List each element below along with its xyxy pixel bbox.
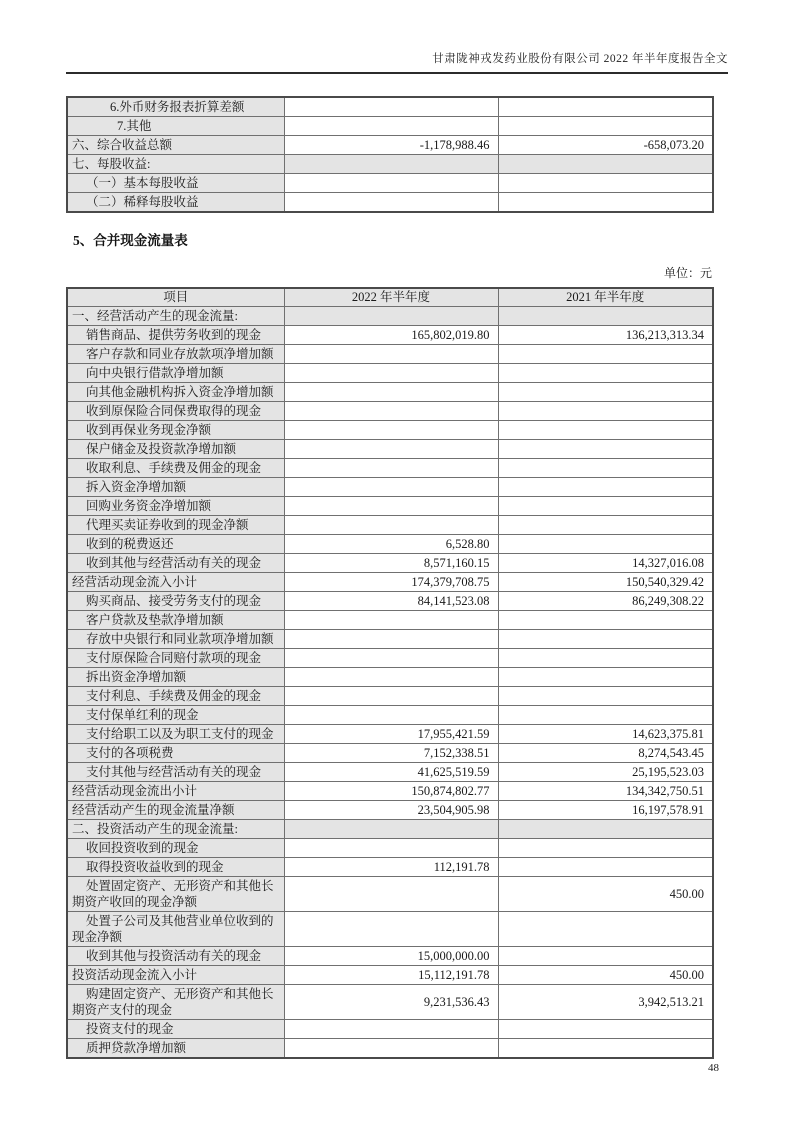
row-label: 投资支付的现金	[67, 1019, 284, 1038]
table-row	[67, 382, 713, 401]
value-cell	[284, 174, 498, 193]
value-cell	[284, 686, 498, 705]
row-label: 支付原保险合同赔付款项的现金	[67, 648, 284, 667]
value-cell	[498, 155, 713, 174]
table-row	[67, 363, 713, 382]
table-row	[67, 477, 713, 496]
row-label: 收到再保业务现金净额	[67, 420, 284, 439]
value-cell	[498, 382, 713, 401]
value-cell	[498, 705, 713, 724]
value-cell	[284, 1038, 498, 1058]
table-row	[67, 911, 713, 946]
value-cell	[284, 477, 498, 496]
row-label: 支付保单红利的现金	[67, 705, 284, 724]
row-label: 收取利息、手续费及佣金的现金	[67, 458, 284, 477]
value-cell: 17,955,421.59	[284, 724, 498, 743]
table-row	[67, 515, 713, 534]
value-cell	[284, 439, 498, 458]
value-cell	[284, 458, 498, 477]
value-cell: 450.00	[498, 965, 713, 984]
table-row	[67, 762, 713, 781]
value-cell	[284, 401, 498, 420]
page-number: 48	[708, 1061, 719, 1074]
table-row	[67, 344, 713, 363]
row-label: 6.外币财务报表折算差额	[67, 97, 284, 117]
row-label: 支付给职工以及为职工支付的现金	[67, 724, 284, 743]
value-cell: 8,571,160.15	[284, 553, 498, 572]
table-row	[67, 648, 713, 667]
value-cell	[498, 667, 713, 686]
value-cell	[498, 174, 713, 193]
value-cell: 25,195,523.03	[498, 762, 713, 781]
value-cell	[498, 477, 713, 496]
value-cell: 14,623,375.81	[498, 724, 713, 743]
income-statement-continuation-table	[66, 96, 714, 213]
value-cell	[284, 876, 498, 911]
value-cell	[498, 819, 713, 838]
row-label: 购买商品、接受劳务支付的现金	[67, 591, 284, 610]
value-cell	[498, 686, 713, 705]
value-cell: -658,073.20	[498, 136, 713, 155]
row-label: 处置子公司及其他营业单位收到的现金净额	[67, 911, 284, 946]
table-row	[67, 553, 713, 572]
table-row	[67, 800, 713, 819]
table-row	[67, 306, 713, 325]
table-row	[67, 591, 713, 610]
table-row	[67, 420, 713, 439]
value-cell	[284, 610, 498, 629]
row-label: 经营活动现金流入小计	[67, 572, 284, 591]
table-row	[67, 667, 713, 686]
row-label: 七、每股收益:	[67, 155, 284, 174]
unit-label: 单位：元	[663, 266, 712, 280]
value-cell	[498, 838, 713, 857]
table-row	[67, 572, 713, 591]
column-header: 2021 年半年度	[498, 288, 713, 306]
value-cell: 23,504,905.98	[284, 800, 498, 819]
table-row	[67, 174, 713, 193]
row-label: 取得投资收益收到的现金	[67, 857, 284, 876]
row-label: 收到的税费返还	[67, 534, 284, 553]
value-cell	[498, 629, 713, 648]
value-cell	[498, 911, 713, 946]
table-row	[67, 965, 713, 984]
row-label: 客户贷款及垫款净增加额	[67, 610, 284, 629]
table-row	[67, 117, 713, 136]
value-cell	[498, 420, 713, 439]
table-row	[67, 325, 713, 344]
table-row	[67, 743, 713, 762]
row-label: 收到原保险合同保费取得的现金	[67, 401, 284, 420]
row-label: 一、经营活动产生的现金流量:	[67, 306, 284, 325]
table-row	[67, 136, 713, 155]
value-cell	[284, 496, 498, 515]
value-cell	[498, 534, 713, 553]
value-cell	[498, 458, 713, 477]
value-cell: 14,327,016.08	[498, 553, 713, 572]
row-label: 客户存款和同业存放款项净增加额	[67, 344, 284, 363]
value-cell: 84,141,523.08	[284, 591, 498, 610]
section-title: 5、合并现金流量表	[73, 233, 188, 248]
value-cell	[284, 629, 498, 648]
value-cell: 3,942,513.21	[498, 984, 713, 1019]
table-row	[67, 781, 713, 800]
table-row	[67, 496, 713, 515]
report-header-title: 甘肃陇神戎发药业股份有限公司 2022 年半年度报告全文	[432, 53, 728, 65]
row-label: 拆出资金净增加额	[67, 667, 284, 686]
value-cell	[284, 420, 498, 439]
row-label: 收到其他与经营活动有关的现金	[67, 553, 284, 572]
value-cell	[498, 306, 713, 325]
row-label: 处置固定资产、无形资产和其他长期资产收回的现金净额	[67, 876, 284, 911]
value-cell	[284, 515, 498, 534]
header-divider	[66, 72, 728, 74]
row-label: 向中央银行借款净增加额	[67, 363, 284, 382]
row-label: 拆入资金净增加额	[67, 477, 284, 496]
value-cell: 450.00	[498, 876, 713, 911]
row-label: 质押贷款净增加额	[67, 1038, 284, 1058]
table-row	[67, 97, 713, 117]
value-cell: 136,213,313.34	[498, 325, 713, 344]
value-cell: 150,540,329.42	[498, 572, 713, 591]
value-cell: 41,625,519.59	[284, 762, 498, 781]
value-cell	[284, 819, 498, 838]
value-cell: 9,231,536.43	[284, 984, 498, 1019]
row-label: 向其他金融机构拆入资金净增加额	[67, 382, 284, 401]
value-cell	[284, 155, 498, 174]
table-row	[67, 155, 713, 174]
value-cell: -1,178,988.46	[284, 136, 498, 155]
value-cell	[498, 610, 713, 629]
table-row	[67, 724, 713, 743]
value-cell	[498, 946, 713, 965]
value-cell	[498, 193, 713, 213]
row-label: 代理买卖证券收到的现金净额	[67, 515, 284, 534]
table-row	[67, 819, 713, 838]
table-row	[67, 857, 713, 876]
value-cell: 150,874,802.77	[284, 781, 498, 800]
row-label: （二）稀释每股收益	[67, 193, 284, 213]
row-label: 支付利息、手续费及佣金的现金	[67, 686, 284, 705]
row-label: （一）基本每股收益	[67, 174, 284, 193]
value-cell: 112,191.78	[284, 857, 498, 876]
row-label: 二、投资活动产生的现金流量:	[67, 819, 284, 838]
row-label: 支付其他与经营活动有关的现金	[67, 762, 284, 781]
cash-flow-statement-table	[66, 287, 714, 1059]
row-label: 购建固定资产、无形资产和其他长期资产支付的现金	[67, 984, 284, 1019]
value-cell	[498, 363, 713, 382]
value-cell: 16,197,578.91	[498, 800, 713, 819]
value-cell	[284, 667, 498, 686]
value-cell	[498, 496, 713, 515]
table-row	[67, 705, 713, 724]
value-cell	[498, 515, 713, 534]
value-cell: 15,000,000.00	[284, 946, 498, 965]
table-row	[67, 458, 713, 477]
table-row	[67, 876, 713, 911]
row-label: 收到其他与投资活动有关的现金	[67, 946, 284, 965]
row-label: 回购业务资金净增加额	[67, 496, 284, 515]
value-cell	[284, 382, 498, 401]
table-row	[67, 193, 713, 213]
row-label: 保户储金及投资款净增加额	[67, 439, 284, 458]
value-cell	[498, 1038, 713, 1058]
value-cell: 165,802,019.80	[284, 325, 498, 344]
row-label: 7.其他	[67, 117, 284, 136]
value-cell	[284, 1019, 498, 1038]
value-cell	[284, 117, 498, 136]
table-header-row	[67, 288, 713, 306]
value-cell	[498, 344, 713, 363]
table-row	[67, 534, 713, 553]
value-cell: 86,249,308.22	[498, 591, 713, 610]
table-row	[67, 439, 713, 458]
value-cell	[498, 439, 713, 458]
table-row	[67, 401, 713, 420]
value-cell	[284, 705, 498, 724]
value-cell: 134,342,750.51	[498, 781, 713, 800]
table-row	[67, 946, 713, 965]
value-cell	[284, 193, 498, 213]
value-cell	[284, 911, 498, 946]
value-cell	[284, 344, 498, 363]
value-cell	[284, 363, 498, 382]
row-label: 收回投资收到的现金	[67, 838, 284, 857]
value-cell	[498, 401, 713, 420]
table-row	[67, 838, 713, 857]
table-row	[67, 1019, 713, 1038]
value-cell	[284, 838, 498, 857]
row-label: 六、综合收益总额	[67, 136, 284, 155]
row-label: 经营活动现金流出小计	[67, 781, 284, 800]
value-cell	[498, 648, 713, 667]
row-label: 存放中央银行和同业款项净增加额	[67, 629, 284, 648]
value-cell	[498, 1019, 713, 1038]
table-row	[67, 984, 713, 1019]
value-cell: 7,152,338.51	[284, 743, 498, 762]
value-cell	[498, 117, 713, 136]
table-row	[67, 686, 713, 705]
column-header: 2022 年半年度	[284, 288, 498, 306]
row-label: 投资活动现金流入小计	[67, 965, 284, 984]
value-cell: 6,528.80	[284, 534, 498, 553]
value-cell: 15,112,191.78	[284, 965, 498, 984]
table-row	[67, 610, 713, 629]
row-label: 支付的各项税费	[67, 743, 284, 762]
value-cell: 8,274,543.45	[498, 743, 713, 762]
table-row	[67, 1038, 713, 1058]
row-label: 销售商品、提供劳务收到的现金	[67, 325, 284, 344]
value-cell	[284, 306, 498, 325]
row-label: 经营活动产生的现金流量净额	[67, 800, 284, 819]
value-cell	[498, 97, 713, 117]
value-cell: 174,379,708.75	[284, 572, 498, 591]
value-cell	[498, 857, 713, 876]
value-cell	[284, 648, 498, 667]
column-header: 项目	[67, 288, 284, 306]
value-cell	[284, 97, 498, 117]
table-row	[67, 629, 713, 648]
